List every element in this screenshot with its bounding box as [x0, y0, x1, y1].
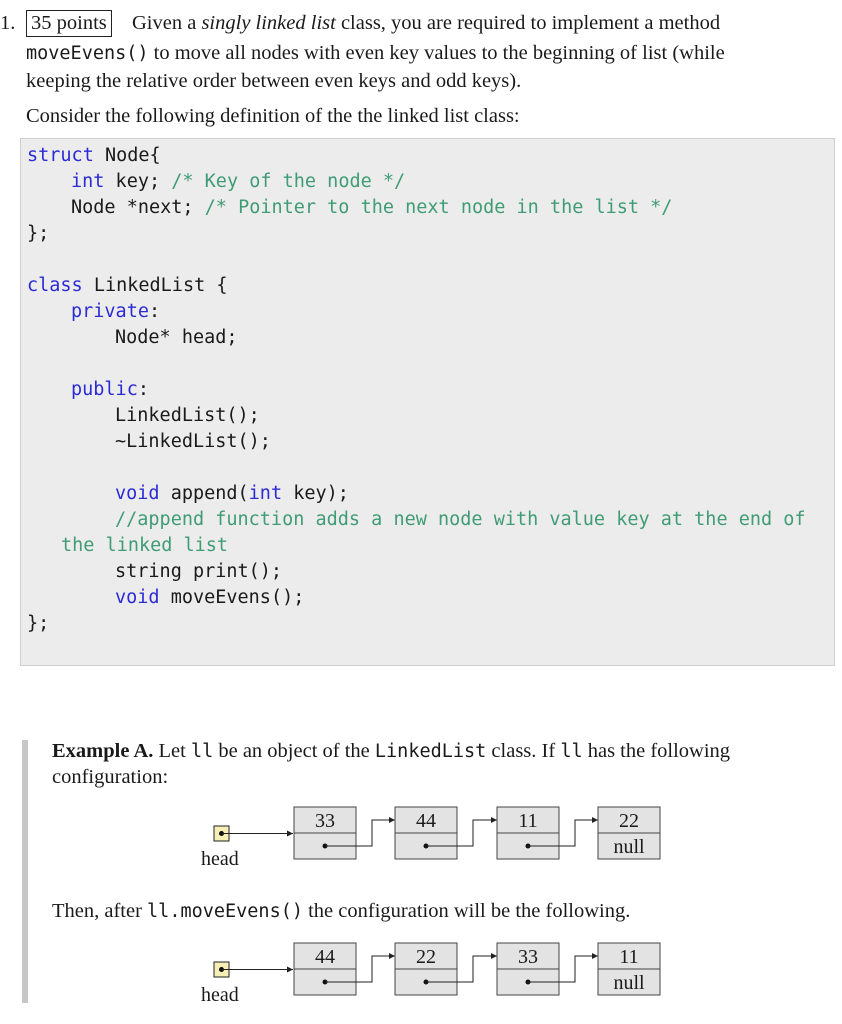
- code-line: class LinkedList {: [27, 275, 228, 296]
- code-line: void moveEvens();: [115, 587, 305, 608]
- diagram-before: [201, 807, 660, 870]
- head-arrowhead: [287, 831, 293, 837]
- head-arrowhead: [287, 967, 293, 973]
- next-arrowhead: [592, 817, 598, 823]
- example-then: Then, after ll.moveEvens() the configuration will be the following.: [52, 900, 631, 922]
- code-line: string print();: [115, 561, 283, 582]
- node-key: 22: [416, 946, 436, 968]
- code-line: Node *next; /* Pointer to the next node in the list */: [71, 197, 673, 218]
- consider-line: Consider the following definition of the the linked list class:: [26, 105, 520, 127]
- method-name: moveEvens(): [26, 43, 149, 64]
- example-title: Example A.: [52, 740, 154, 762]
- code-line: private:: [71, 301, 161, 322]
- intro-line-1: Given a singly linked list class, you are required to implement a method: [132, 12, 721, 34]
- code-line: public:: [71, 379, 149, 400]
- head-label: head: [201, 848, 239, 870]
- code-line: void append(int key);: [115, 483, 349, 504]
- code-comment: //append function adds a new node with value key at the end of: [115, 509, 806, 530]
- code-line: };: [27, 613, 50, 634]
- code-line: Node* head;: [115, 327, 238, 348]
- node-key: 22: [619, 810, 639, 832]
- node-key: 11: [619, 946, 639, 968]
- node-key: 44: [315, 946, 335, 968]
- code-line: LinkedList();: [115, 405, 260, 426]
- code-line: ~LinkedList();: [115, 431, 271, 452]
- next-arrowhead: [389, 953, 395, 959]
- node-key: 33: [518, 946, 538, 968]
- code-line: int key; /* Key of the node */: [71, 171, 406, 192]
- points-badge: 35 points: [26, 10, 112, 37]
- intro-line-2: moveEvens() to move all nodes with even key values to the beginning of list (while: [26, 42, 725, 64]
- next-arrowhead: [389, 817, 395, 823]
- example-intro-line-2: configuration:: [52, 766, 169, 788]
- next-arrowhead: [592, 953, 598, 959]
- example-intro: Example A. Let ll be an object of the LinkedList class. If ll has the following: [52, 740, 731, 762]
- next-arrowhead: [491, 817, 497, 823]
- null-label: null: [613, 836, 645, 858]
- intro-line-3: keeping the relative order between even keys and odd keys).: [26, 70, 522, 92]
- diagram-after: [201, 943, 660, 1006]
- code-line: };: [27, 223, 50, 244]
- next-arrowhead: [491, 953, 497, 959]
- code-comment: the linked list: [61, 535, 229, 556]
- head-label: head: [201, 984, 239, 1006]
- null-label: null: [613, 972, 645, 994]
- code-line: struct Node{: [27, 145, 161, 166]
- node-key: 11: [518, 810, 538, 832]
- node-key: 44: [416, 810, 436, 832]
- node-key: 33: [315, 810, 335, 832]
- question-number: 1.: [0, 12, 16, 34]
